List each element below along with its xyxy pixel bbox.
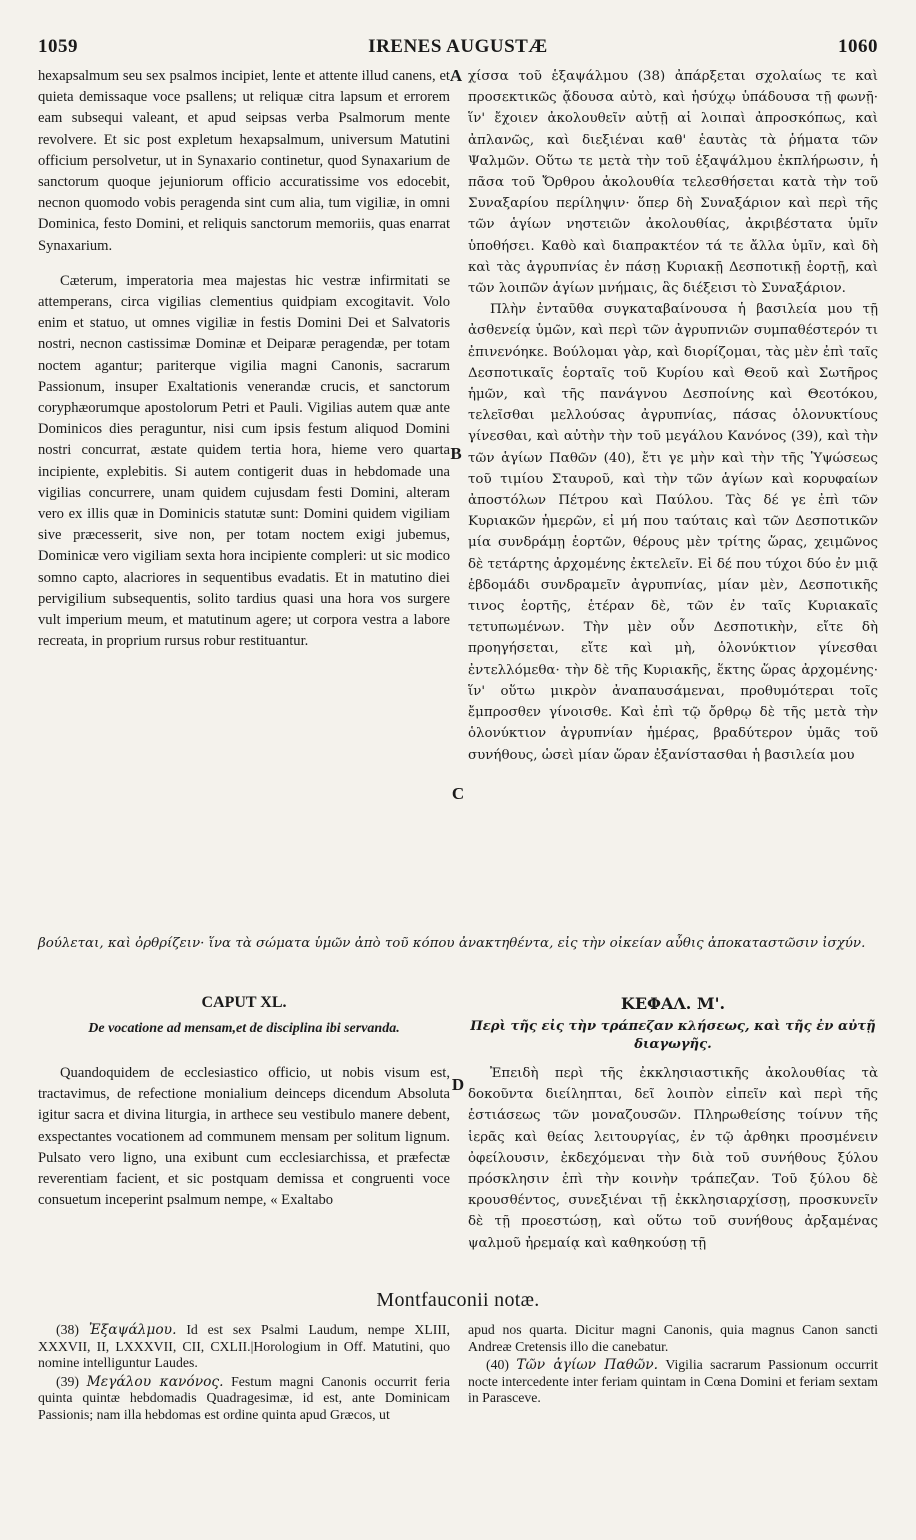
chapter-subtitle-greek: Περὶ τῆς εἰς τὴν τράπεζαν κλήσεως, καὶ τῆς ἐν αὐτῇ διαγωγῆς. [470, 1019, 876, 1052]
notes-title: Montfauconii notæ. [376, 1289, 540, 1311]
greek-overflow-text: βούλεται, καὶ ὀρθρίζειν· ἵνα τὰ σώματα ὑμῶν ἀπὸ τοῦ κόπου ἀνακτηθέντα, εἰς τὴν οἰκείαν αὖθις ἀποκαταστῶσιν ἰσχύν. [38, 936, 866, 951]
latin-chapter-body [38, 1063, 450, 1211]
page-number-right: 1060 [838, 36, 878, 57]
note-38 [38, 1322, 450, 1372]
greek-column-top [468, 66, 878, 766]
section-marker-a: A [449, 66, 463, 85]
note-38-text: Id est sex Psalmi Laudum, nempe XLIII, XXXVII, II, LXXXVII, CII, CXLII.|Horologium in Off. Matutini, quo nomine intelliguntur Laudes. [38, 1322, 450, 1371]
page-number-left: 1059 [38, 36, 78, 57]
note-39 [38, 1374, 450, 1424]
section-marker-b: B [450, 444, 462, 463]
latin-paragraph-2: Cæterum, imperatoria mea majestas hic vestræ infirmitati se attemperans, circa vigilias clementius quidpiam excogitavit. Volo enim et statuo, ut omnes vigiliæ in festis Domini Dei et Salvatoris nostri, necnon castissimæ Dominæ et Deiparæ peragendæ, per totam noctem agantur; pariterque vigilia magni Canonis, sacrarum Passionum, insuper Exaltationis venerandæ crucis, et sanctorum coryphæorumque apostolorum Petri et Pauli. Vigilias autem quæ ante Dominicos dies peraguntur, nisi cum ipsis festum aliquod Domini nostri concurrat, æstate quidem tertia hora, hieme vero quarta incipiente, explebitis. Si autem contigerit duas in hebdomade una vigilias concurrere, unam quidem cujusdam festi Domini, alteram vero ex illis quæ in Dominicis statutæ sunt: Domini quidem vigiliam sive præcesserit, sive non, per totam noctem exigi jubemus, Dominicæ vero vigiliam sexta hora incipiente compleri: ut sic modico somno capto, alacriores in sequentibus evadatis. Et in matutino diei pervigilium subsequentis, solito tardius quasi una hora vos surgere vult imperium meum, et matutinum agere; ut corpora vestra a labore recreata, in proprium rursus robur restituantur. [38, 272, 450, 650]
chapter-title-greek: ΚΕΦΑΛ. Μ'. [620, 994, 726, 1013]
greek-paragraph-2: Πλὴν ἐνταῦθα συγκαταβαίνουσα ἡ βασιλεία μου τῇ ἀσθενείᾳ ὑμῶν, καὶ περὶ τῶν ἀγρυπνιῶν συμπαθέστερόν τι ἐπινενόηκε. Βούλομαι γὰρ, καὶ διορίζομαι, τὰς μὲν ἐπὶ ταῖς Δεσποτικαῖς ἑορταῖς τοῦ Κυρίου καὶ Θεοῦ καὶ Σωτῆρος ἡμῶν, καὶ τῆς πανάγνου Δεσποίνης καὶ Θεοτόκου, τελεῖσθαι μελλούσας ἀγρυπνίας, πάσας ὁλονυκτίους γίνεσθαι, καὶ αὐτὴν τὴν τοῦ μεγάλου Κανόνος (39), καὶ τὴν τῶν ἁγίων Παθῶν (40), ἔτι γε μὴν καὶ τὴν τῆς Ὑψώσεως τοῦ τιμίου Σταυροῦ, καὶ τὴν τῶν ἁγίων καὶ κορυφαίων ἀποστόλων Πέτρου καὶ Παύλου. Τὰς δέ γε ἐπὶ τῶν Κυριακῶν ἡμερῶν, εἰ μή που ταύταις καὶ τῶν Δεσποτικῶν μία συνδράμῃ ἑορτῶν, θέρους μὲν τρίτης ὥρας, χειμῶνος δὲ τετάρτης ἀρχομένης ἐκτελεῖν. Εἰ δέ που τύχοι δύο ἐν μιᾷ ἑβδομάδι συνδραμεῖν ἀγρυπνίας, μίαν μὲν, Δεσποτικῆς τινος ἑορτῆς, ἑτέραν δὲ, τῶν ἐν ταῖς Κυριακαῖς τετυπωμένων. Τὴν μὲν οὖν Δεσποτικὴν, εἴτε δὴ προηγήσεται, εἴτε καὶ μὴ, ὁλονύκτιον γίνεσθαι ἐντελλόμεθα· τὴν δὲ τῆς Κυριακῆς, ἕκτης ὥρας ἀρχομένης· ἵν' οὕτω μικρὸν ἀναπαυσάμεναι, προθυμότεραι τοῖς ἔμπροσθεν γίνοισθε. Καὶ ἐπὶ τῷ ὄρθρῳ δὲ τῆς μετὰ τὴν ὁλονύκτιον ἀγρυπνίαν ἡμέρας, βραδύτερον ὑμᾶς τοῦ συνήθους, ὡσεὶ μίαν ὥραν ἐξανίστασθαι ἡ βασιλεία μου [468, 302, 878, 763]
note-38-ref: (38) [56, 1322, 79, 1337]
latin-column-top [38, 66, 450, 652]
section-marker-c: C [451, 784, 465, 803]
note-40-greek: Τῶν ἁγίων Παθῶν. [516, 1357, 658, 1374]
note-39-greek: Μεγάλου κανόνος. [86, 1373, 224, 1390]
note-38-greek: Ἐξαψάλμου. [88, 1322, 177, 1338]
running-title: IRENES AUGUSTÆ [368, 36, 548, 57]
note-40-ref: (40) [486, 1357, 509, 1373]
notes-right-column [468, 1322, 878, 1409]
note-40-text: Vigilia sacrarum Passionum occurrit nocte intercedente inter feriam quintam in Cœna Domini et feriam sextam in Parasceve. [468, 1357, 879, 1406]
greek-chapter-body [468, 1063, 878, 1254]
note-39-ref: (39) [56, 1373, 79, 1389]
greek-paragraph-1: χίσσα τοῦ ἑξαψάλμου (38) ἀπάρξεται σχολαίως τε καὶ προσεκτικῶς ᾄδουσα αὐτὸ, καὶ ἡσύχῳ ὑπάδουσα τῇ φωνῇ· ἵν' ἔχοιεν ἀκολουθεῖν αὐτῇ αἱ λοιπαὶ ἀπροσκόπως, καὶ ἀπλανῶς, καὶ διεξιέναι καθ' ἑαυτὰς τὰ ῥήματα τῶν Ψαλμῶν. Οὕτω τε μετὰ τὴν τοῦ ἑξαψάλμου ἐκπλήρωσιν, ἡ πᾶσα τοῦ Ὄρθρου ἀκολουθία τελεσθήσεται κατὰ τὴν τοῦ Συναξαρίου περίληψιν· ὅπερ δὴ Συναξάριον καὶ περὶ τῆς τῶν ἁγίων νηστειῶν ἀκολουθίας, ἀκριβέστατα ὑμῖν ὑποθήσει. Καθὸ καὶ διαπρακτέον τά τε ἄλλα ὑμῖν, καὶ δὴ καὶ τὰς ἀγρυπνίας ἐν πάσῃ Κυριακῇ Δεσποτικῇ ἑορτῇ, καὶ τῶν λοιπῶν ἁγίων μνήμαις, ἃς διέξεισι τὸ Συναξάριον. [468, 69, 878, 297]
chapter-subtitle-latin: De vocatione ad mensam,et de disciplina ibi servanda. [88, 1021, 400, 1036]
chapter-title-latin: CAPUT XL. [201, 994, 287, 1011]
notes-left-column [38, 1322, 450, 1426]
note-39-continued: apud nos quarta. Dicitur magni Canonis, quia magnus Canon sancti Andreæ Cretensis illo die canebatur. [468, 1322, 878, 1354]
note-40 [468, 1357, 878, 1407]
latin-chapter-text: Quandoquidem de ecclesiastico officio, ut nobis visum est, tractavimus, de refectione monialium deinceps dicendum Absoluta igitur sacra et divina liturgia, in arthece seu vestibulo manere debent, exspectantes vocationem ad communem mensam per solitum lignum. Pulsato vero ligno, una exibunt cum ecclesiarchissa, et præfectæ reverentiam facient, et sic postquam demissa et congruenti voce consuetum inceperint psalmum nempe, « Exaltabo [38, 1065, 450, 1209]
latin-paragraph-1: hexapsalmum seu sex psalmos incipiet, lente et attente illud canens, et quieta demissaque voce psallens; ut reliquæ citra lapsum et errorem eam subsequi valeant, et apud seipsas verba Psalmorum mente revolvere. Et sic post expletum hexapsalmum, universum Matutini officium persolvetur, ut in Synaxario continetur, quod Synaxarium de sanctorum quoque jejuniorum officio accuratissime vos edocebit, necnon quomodo vobis peragenda sint cum alia, tum vigiliæ, in omni Dominica, festo Domini, et reliquis sanctorum memoriis, quas enarrat Synaxarium. [38, 68, 450, 254]
section-marker-d: D [451, 1075, 465, 1094]
page-header [38, 36, 878, 62]
note-39-text: Festum magni Canonis occurrit feria quinta quintæ hebdomadis Quadragesimæ, id est, ante Dominicam Passionis; nam illa hebdomas est ordine quinta apud Græcos, ut [38, 1373, 450, 1422]
greek-chapter-text: Ἐπειδὴ περὶ τῆς ἐκκλησιαστικῆς ἀκολουθίας τὰ δοκοῦντα διείληπται, δεῖ λοιπὸν εἰπεῖν καὶ περὶ τῆς ἑστιάσεως τῶν μοναζουσῶν. Πληρωθείσης τοίνυν τῆς ἱερᾶς καὶ θείας λειτουργίας, ἐν τῷ ἀρθηκι προσμένειν ὀφείλουσιν, ἐκδεχόμεναι τὴν διὰ τοῦ συνήθους ξύλου πρόσκλησιν ἐπὶ τὴν κοινὴν τράπεζαν. Τοῦ ξύλου δὲ κρουσθέντος, συνεξιέναι τῇ ἐκκλησιαρχίσσῃ, προσκυνεῖν δὲ τῇ προεστώσῃ, καὶ οὕτω τοῦ συνήθους ἀρξαμένας ψαλμοῦ ἠρεμαίᾳ καὶ καθηκούσῃ τῇ [468, 1066, 878, 1251]
